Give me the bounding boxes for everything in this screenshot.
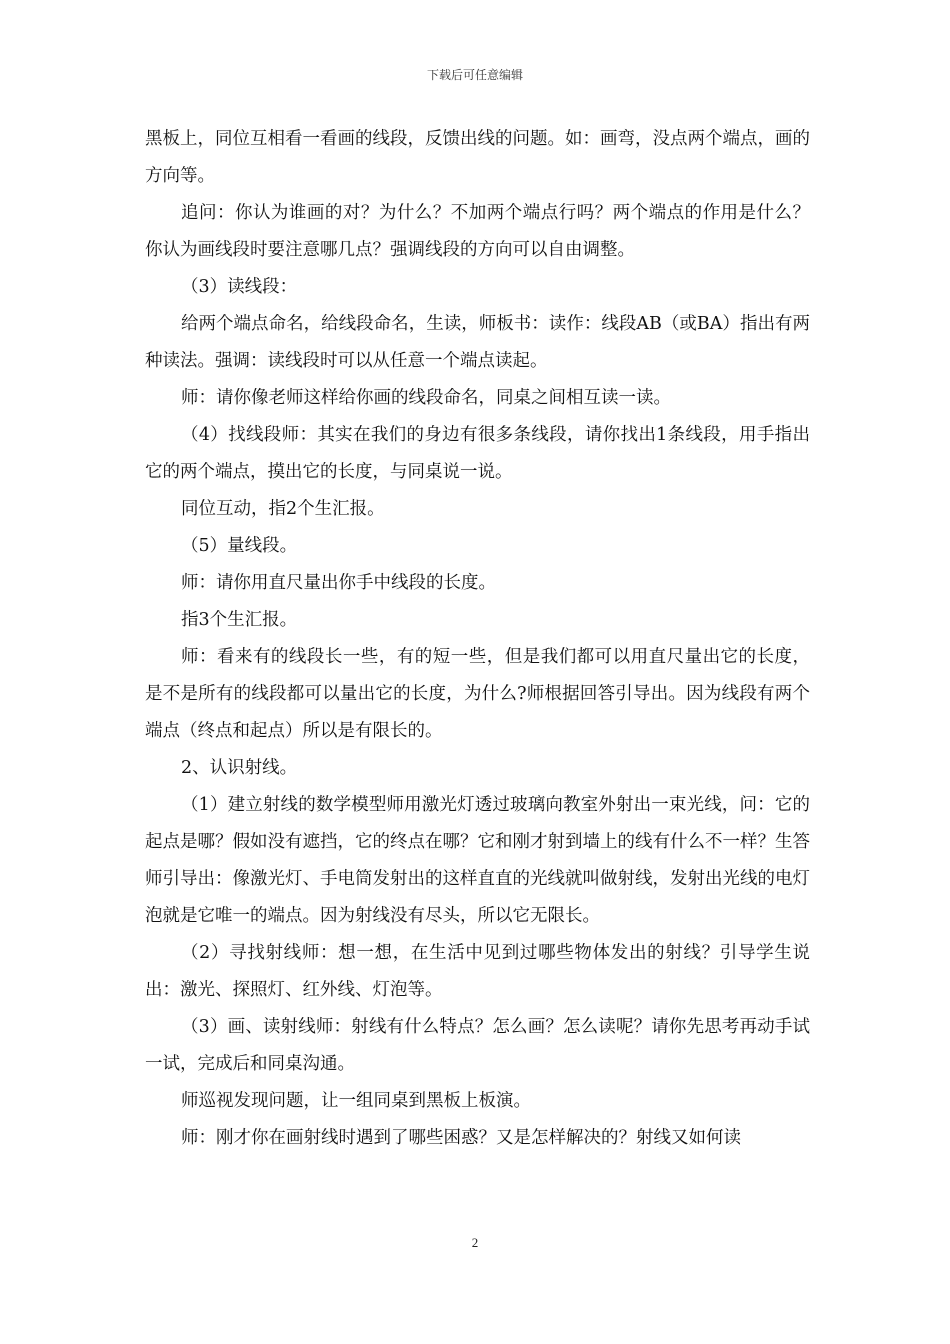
paragraph: 师：刚才你在画射线时遇到了哪些困惑？又是怎样解决的？射线又如何读 bbox=[181, 1128, 741, 1148]
page-number: 2 bbox=[471, 1235, 479, 1250]
paragraph: 指3个生汇报。 bbox=[181, 610, 298, 630]
paragraph: （3）读线段： bbox=[181, 277, 298, 297]
paragraph: （3）画、读射线师：射线有什么特点？怎么画？怎么读呢？请你先思考再动手试一试，完成后和同桌沟通。 bbox=[145, 1017, 810, 1074]
paragraph: 师：请你用直尺量出你手中线段的长度。 bbox=[181, 573, 496, 593]
paragraph: 给两个端点命名，给线段命名，生读，师板书：读作：线段AB（或BA）指出有两种读法。强调：读线段时可以从任意一个端点读起。 bbox=[145, 314, 810, 371]
page-header: 下载后可任意编辑 bbox=[426, 68, 523, 82]
paragraph: 追问：你认为谁画的对？为什么？不加两个端点行吗？两个端点的作用是什么？你认为画线段时要注意哪几点？强调线段的方向可以自由调整。 bbox=[145, 203, 810, 260]
paragraph: （4）找线段师：其实在我们的身边有很多条线段，请你找出1条线段，用手指出它的两个端点，摸出它的长度，与同桌说一说。 bbox=[145, 425, 810, 482]
paragraph: 师：看来有的线段长一些，有的短一些，但是我们都可以用直尺量出它的长度，是不是所有的线段都可以量出它的长度，为什么?师根据回答引导出。因为线段有两个端点（终点和起点）所以是有限长的。 bbox=[145, 647, 810, 741]
paragraph: （2）寻找射线师：想一想，在生活中见到过哪些物体发出的射线？引导学生说出：激光、探照灯、红外线、灯泡等。 bbox=[145, 943, 810, 1000]
paragraph: 师巡视发现问题，让一组同桌到黑板上板演。 bbox=[181, 1091, 531, 1111]
paragraph: 师：请你像老师这样给你画的线段命名，同桌之间相互读一读。 bbox=[181, 388, 671, 408]
paragraph: （5）量线段。 bbox=[181, 536, 298, 556]
section-heading: 2、认识射线。 bbox=[181, 758, 298, 778]
paragraph: 同位互动，指2个生汇报。 bbox=[181, 499, 385, 519]
paragraph: （1）建立射线的数学模型师用激光灯透过玻璃向教室外射出一束光线，问：它的起点是哪？假如没有遮挡，它的终点在哪？它和刚才射到墙上的线有什么不一样？生答师引导出：像激光灯、手电筒发射出的这样直直的光线就叫做射线，发射出光线的电灯泡就是它唯一的端点。因为射线没有尽头，所以它无限长。 bbox=[145, 795, 810, 926]
paragraph: 黑板上，同位互相看一看画的线段，反馈出线的问题。如：画弯，没点两个端点，画的方向等。 bbox=[145, 129, 810, 186]
document-body bbox=[145, 121, 810, 1157]
